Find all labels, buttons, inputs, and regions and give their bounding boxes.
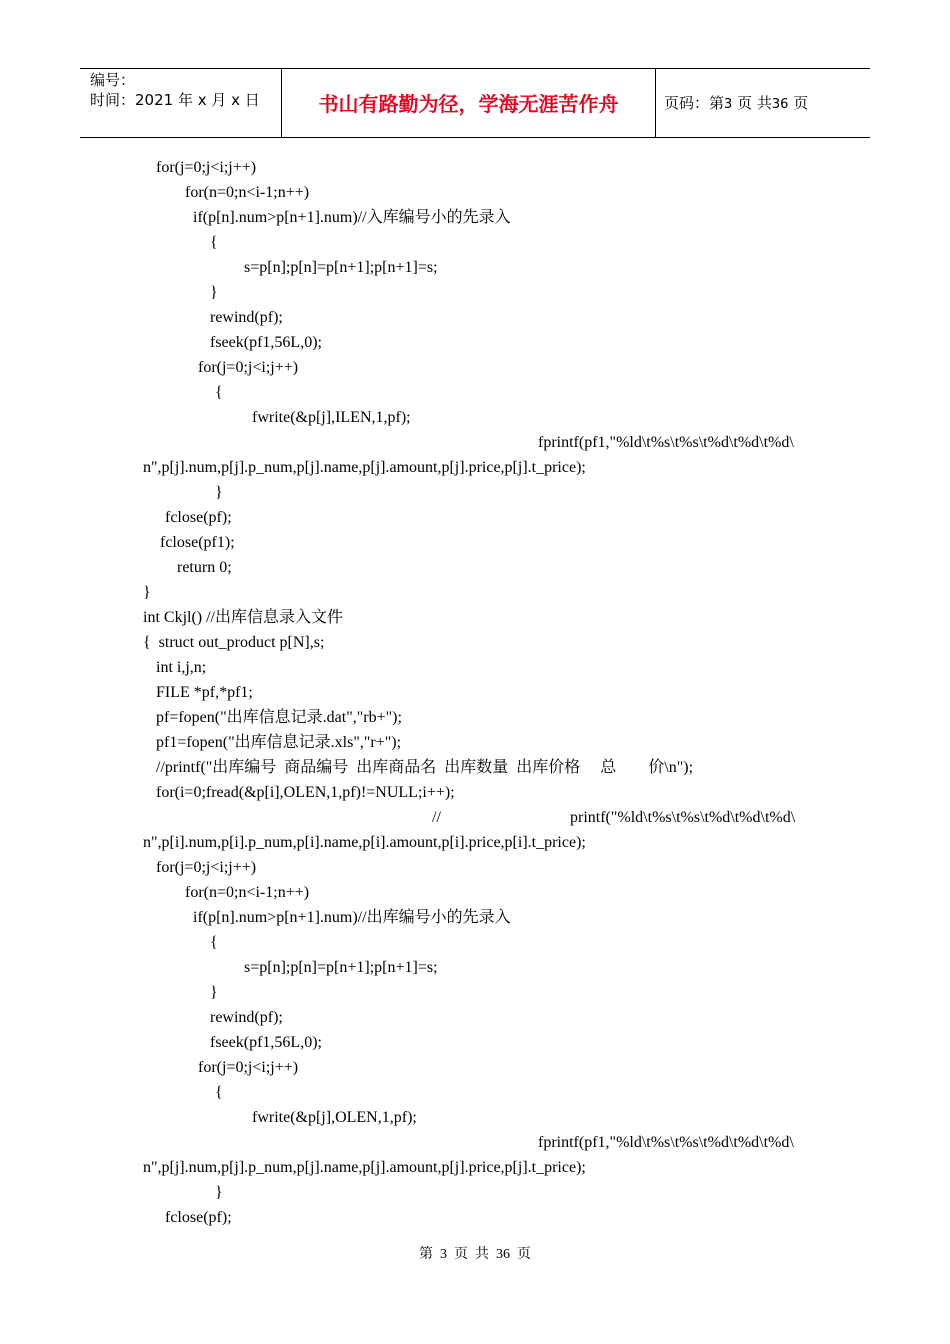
code-line: { struct out_product p[N],s; (143, 634, 325, 651)
code-line: { (215, 1084, 223, 1101)
code-line: } (143, 584, 151, 601)
header-page-total: 36 (771, 97, 789, 112)
code-line: FILE *pf,*pf1; (156, 684, 253, 701)
code-line: for(j=0;j<i;j++) (198, 1059, 299, 1076)
code-line: n",p[i].num,p[i].p_num,p[i].name,p[i].amount,p[i].price,p[i].t_price); (143, 834, 586, 851)
code-line: for(i=0;fread(&p[i],OLEN,1,pf)!=NULL;i++); (156, 784, 455, 801)
code-line: for(j=0;j<i;j++) (156, 859, 257, 876)
footer-page-word-2: 页 (517, 1247, 531, 1262)
code-line: } (215, 1184, 223, 1201)
footer-total-pages: 36 (496, 1247, 510, 1262)
code-line: fseek(pf1,56L,0); (210, 1034, 322, 1051)
header-motto-cell (281, 69, 656, 137)
code-line: { (210, 934, 218, 951)
code-line: } (215, 484, 223, 501)
code-line: for(n=0;n<i-1;n++) (185, 884, 310, 901)
header-motto: 书山有路勤为径，学海无涯苦作舟 (318, 92, 619, 116)
code-line: fwrite(&p[j],ILEN,1,pf); (252, 409, 411, 426)
code-line: { (210, 234, 218, 251)
footer-first: 第 (419, 1247, 433, 1262)
code-line: s=p[n];p[n]=p[n+1];p[n+1]=s; (244, 959, 438, 976)
code-line: pf=fopen("出库信息记录.dat","rb+"); (156, 709, 402, 726)
code-line: } (210, 284, 218, 301)
code-line: printf("%ld\t%s\t%s\t%d\t%d\t%d\ (570, 809, 796, 826)
document-date-label: 时间：2021 年 x 月 x 日 (90, 91, 260, 109)
code-line: // (432, 809, 441, 826)
code-line: for(n=0;n<i-1;n++) (185, 184, 310, 201)
header-page-info (664, 94, 808, 114)
code-line: fwrite(&p[j],OLEN,1,pf); (252, 1109, 417, 1126)
code-line: n",p[j].num,p[j].p_num,p[j].name,p[j].amount,p[j].price,p[j].t_price); (143, 1159, 586, 1176)
code-line: fprintf(pf1,"%ld\t%s\t%s\t%d\t%d\t%d\ (538, 1134, 794, 1151)
code-line: { (215, 384, 223, 401)
code-line: fclose(pf1); (160, 534, 235, 551)
code-line: fprintf(pf1,"%ld\t%s\t%s\t%d\t%d\t%d\ (538, 434, 794, 451)
code-line: rewind(pf); (210, 1009, 283, 1026)
header-meta-cell (80, 69, 281, 137)
header-page-prefix: 页码：第 (664, 94, 725, 112)
code-line: fseek(pf1,56L,0); (210, 334, 322, 351)
code-line: } (210, 984, 218, 1001)
code-line: rewind(pf); (210, 309, 283, 326)
page-header (80, 68, 870, 138)
code-line: if(p[n].num>p[n+1].num)//入库编号小的先录入 (193, 209, 511, 226)
code-line: fclose(pf); (165, 1209, 232, 1226)
code-line: for(j=0;j<i;j++) (156, 159, 257, 176)
header-page-mid: 页 共 (737, 94, 772, 112)
header-page-current: 3 (724, 97, 733, 112)
header-page-cell (655, 69, 870, 137)
code-line: int i,j,n; (156, 659, 207, 676)
footer-current-page: 3 (440, 1247, 447, 1262)
code-line: n",p[j].num,p[j].p_num,p[j].name,p[j].amount,p[j].price,p[j].t_price); (143, 459, 586, 476)
code-line: for(j=0;j<i;j++) (198, 359, 299, 376)
code-line: fclose(pf); (165, 509, 232, 526)
header-page-suffix: 页 (793, 94, 809, 112)
code-line: //printf("出库编号 商品编号 出库商品名 出库数量 出库价格 总 价\n"); (156, 759, 694, 776)
page-footer (0, 1246, 950, 1264)
code-line: return 0; (177, 559, 232, 576)
code-line: pf1=fopen("出库信息记录.xls","r+"); (156, 734, 402, 751)
code-line: s=p[n];p[n]=p[n+1];p[n+1]=s; (244, 259, 438, 276)
document-number-label: 编号： (90, 71, 136, 89)
code-line: int Ckjl() //出库信息录入文件 (143, 609, 344, 626)
footer-page-word: 页 (454, 1247, 468, 1262)
footer-total-label: 共 (475, 1247, 489, 1262)
code-line: if(p[n].num>p[n+1].num)//出库编号小的先录入 (193, 909, 511, 926)
